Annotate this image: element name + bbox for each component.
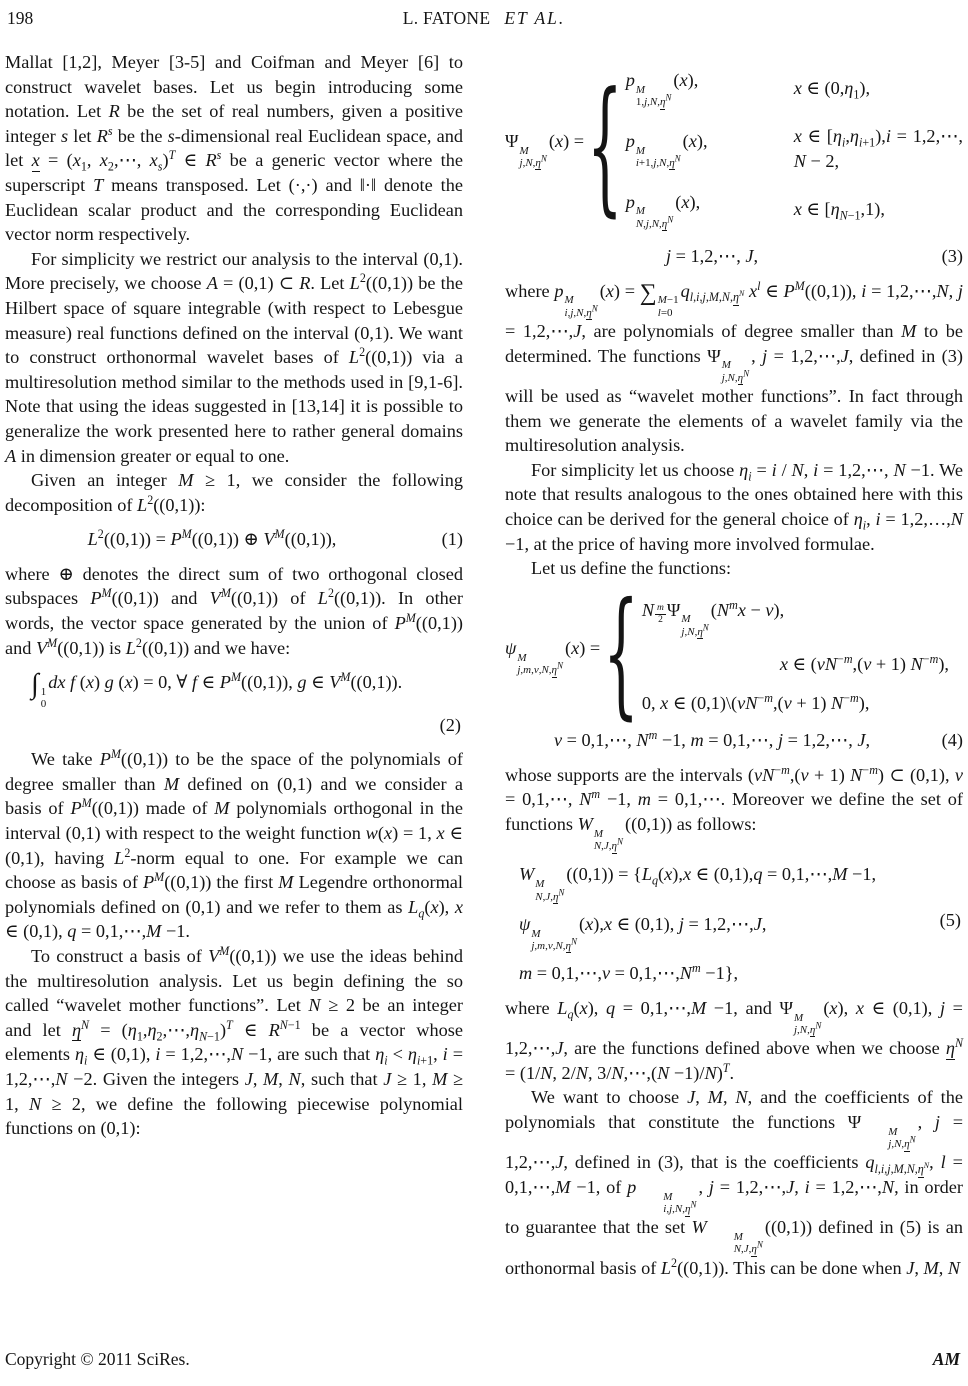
equation-body: $L^2((0,1)) = P^M((0,1))$ ⊕ $V^M((0,1))$,	[87, 527, 337, 550]
paragraph: Mallat [1,2], Meyer [3-5] and Coifman and Meyer [6] to construct wavelet bases. Let us begin introducing some notation. Let R be the set of real numbers, given a positive integer s let $R^s$ be the s-dimensional real Euclidean space, and let $x = (x_1$, $x_2,\cdots$, $x_s)^T$ ∈ $R^s$ be a generic vector where the superscript T means transposed. Let (·,·) and ‖·‖ denote the Euclidean scalar product and the corresponding Euclidean vector norm respectively.	[5, 52, 464, 245]
cases-brace: {	[603, 575, 639, 735]
display-equation-5	[505, 862, 963, 985]
equation-line: m = 0,1,⋯,ν = $0,1,\cdots,N^m -1$},	[519, 961, 739, 984]
paragraph: where ⊕ denotes the direct sum of two orthogonal closed subspaces $P^M((0,1))$ and $V^M((0,1))$ of $L^2((0,1))$. In other words, the vector space generated by the union of $P^M((0,1))$ and $V^M((0,1))$ is $L^2((0,1))$ and we have:	[5, 563, 463, 658]
paragraph: where p M $i,j,N,\eta^N$ (x) = ∑ M−1 l=0 $q_{l,i,j,M,N,\eta^N}$ $x^l$ ∈ $P^M((0,1))$, i = 1,2,⋯,N, j = 1,2,⋯,J, are polynomials of degree smaller than M to be determined. The functions Ψ M $j,N,\eta^N$ , j = 1,2,⋯,J, defined in (3) will be used as “wavelet mother functions”. In fact through them we generate the elements of a wavelet family via the multiresolution analysis.	[505, 278, 963, 456]
case-function: p M $i+1,j,N,\eta^N$ (x),	[625, 130, 708, 169]
case-function: p M $N,j,N,\eta^N$ (x),	[625, 191, 701, 230]
copyright-notice: Copyright © 2011 SciRes.	[5, 1349, 190, 1369]
equation-number: (5)	[939, 910, 961, 931]
paragraph: where $L_q(x)$, q = 0,1,⋯,M −1, and Ψ M $j,N,\eta^N$ (x), x ∈ (0,1), j = 1,2,⋯,J, are the functions defined above when we choose $\eta^N = (1/N$, 2/N, 3/N,⋯,(N −1)/N)$^T$.	[505, 997, 963, 1083]
two-column-body	[5, 50, 963, 1280]
equation-number: (2)	[439, 714, 461, 735]
equation-number: (1)	[441, 529, 463, 550]
display-equation-3	[505, 60, 963, 269]
cases-brace: {	[587, 63, 623, 233]
paragraph: To construct a basis of $V^M((0,1))$ we use the ideas behind the multiresolution analysis. Let us begin defining the so called “wavelet mother functions”. Let N ≥ 2 be an integer and let $\eta^N$ = $(\eta_1,\eta_2,\cdots,\eta_{N-1})^T$ ∈ $R^{N-1}$ be a vector whose elements $\eta_i$ ∈ (0,1), i = 1,2,⋯,N −1, are such that $\eta_i < \eta_{i+1}$, i = 1,2,⋯,N −2. Given the integers J, M, N, such that J ≥ 1, M ≥ 1, N ≥ 2, we define the following piecewise polynomial functions on (0,1):	[5, 943, 464, 1139]
case-row: N $\frac{m}{2}$ Ψ M $j,N,\eta^N$ $(N^mx - \nu)$,	[641, 597, 785, 638]
page-number: 198	[7, 8, 34, 28]
running-head	[5, 8, 963, 29]
equation-body: ∫ 1 0 dx f (x) g (x) = 0, ∀ f ∈ $P^M((0,1))$, g ∈ $V^M((0,1))$.	[31, 669, 403, 711]
equation-number: (3)	[941, 245, 963, 266]
case-condition: x ∈ $[\eta_i,\eta_{i+1}),i$ = 1,2,⋯, N − 2,	[793, 126, 963, 171]
case-row: x ∈ ($\nu N^{-m},(\nu + 1)$ $N^{-m}$),	[779, 651, 949, 675]
running-head-author: L. FATONE	[402, 8, 491, 28]
case-row: 0, x ∈ $(0,1)\backslash(\nu N^{-m},(\nu + 1)$ $N^{-m}$),	[641, 690, 870, 713]
paragraph: whose supports are the intervals ($\nu N^{-m},(\nu + 1)$ $N^{-m}$) ⊂ (0,1), ν = 0,1,⋯, $N^m -1$, m = 0,1,⋯. Moreover we define the set of functions W M $N,J,\eta^N$ ((0,1)) as follows:	[505, 762, 964, 853]
paragraph: Given an integer M ≥ 1, we consider the following decomposition of $L^2((0,1))$:	[5, 470, 463, 515]
paragraph: For simplicity we restrict our analysis to the interval (0,1). More precisely, we choose A = (0,1) ⊂ R. Let $L^2((0,1))$ be the Hilbert space of square integrable (with respect to Lebesgue measure) real functions defined on the interval (0,1). We want to construct orthonormal wavelet bases of $L^2((0,1))$ via a multiresolution method similar to the methods used in [9,1-6]. Note that using the ideas suggested in [13,14] it is possible to generalize the work presented here to rather general domains A in dimension greater or equal to one.	[5, 248, 464, 466]
page-header	[5, 8, 963, 38]
equation-continuation: j = 1,2,⋯, J,	[665, 245, 759, 266]
journal-abbreviation: AM	[932, 1349, 960, 1369]
case-condition: x ∈ $[\eta_{N-1},1)$,	[793, 199, 885, 224]
case-condition: x ∈ $(0,\eta_1)$,	[793, 77, 871, 102]
equation-line: ψ M $j,m,\nu,N,\eta^N$ (x),x ∈ (0,1), j = 1,2,⋯,J,	[519, 913, 767, 952]
running-head-etal: ET AL.	[504, 8, 566, 28]
case-row	[626, 190, 963, 230]
paragraph: For simplicity let us choose $\eta_i = i / N$, i = 1,2,⋯, N −1. We note that results analogous to the ones obtained here with this choice can be derived for the general choice of $\eta_i$, i = 1,2,…,N −1, at the price of having more involved formulae.	[505, 459, 963, 554]
paragraph: Let us define the functions:	[531, 558, 732, 579]
page-footer	[5, 1349, 960, 1370]
paragraph: We want to choose J, M, N, and the coefficients of the polynomials that constitute the functions Ψ M $j,N,\eta^N$ , j = 1,2,⋯,J, defined in (3), that is the coefficients $q_{l,i,j,M,N,\eta^N}$, l = 0,1,⋯,M −1, of p M $i,j,N,\eta^N$ , j = 1,2,⋯,J, i = 1,2,⋯,N, in order to guarantee that the set W M $N,J,\eta^N$ ((0,1)) defined in (5) is an orthonormal basis of $L^2((0,1))$. This can be done when J, M, N	[505, 1087, 964, 1278]
case-row	[626, 68, 963, 108]
paragraph: We take $P^M((0,1))$ to be the space of the polynomials of degree smaller than M defined on (0,1) and we consider a basis of $P^M((0,1))$ made of M polynomials orthogonal in the interval (0,1) with respect to the weight function w(x) = 1, x ∈ (0,1), having $L^2$-norm equal to one. For example we can choose as basis of $P^M((0,1))$ the first M Legendre orthonormal polynomials defined on (0,1) and we refer to them as $L_q(x)$, x ∈ (0,1), q = 0,1,⋯,M −1.	[5, 747, 464, 942]
case-function: p M $1,j,N,\eta^N$ (x),	[625, 70, 699, 109]
right-column	[505, 50, 963, 1280]
display-equation-4	[505, 575, 963, 753]
equation-continuation: ν = 0,1,⋯, $N^m -1$, m = 0,1,⋯, j = 1,2,⋯, J,	[553, 728, 871, 751]
equation-lhs: Ψ M $j,N,\eta^N$ (x) =	[505, 130, 585, 169]
display-equation-2	[5, 670, 463, 737]
case-row	[626, 124, 963, 173]
equation-number: (4)	[941, 730, 963, 751]
equation-line: W M $N,J,\eta^N$ $((0,1)) = \{L_q(x),x$ ∈ (0,1),q = 0,1,⋯,M −1,	[519, 864, 877, 903]
left-column	[5, 50, 463, 1280]
display-equation-1	[5, 527, 463, 552]
equation-lhs: ψ M $j,m,\nu,N,\eta^N$ (x) =	[505, 638, 601, 677]
